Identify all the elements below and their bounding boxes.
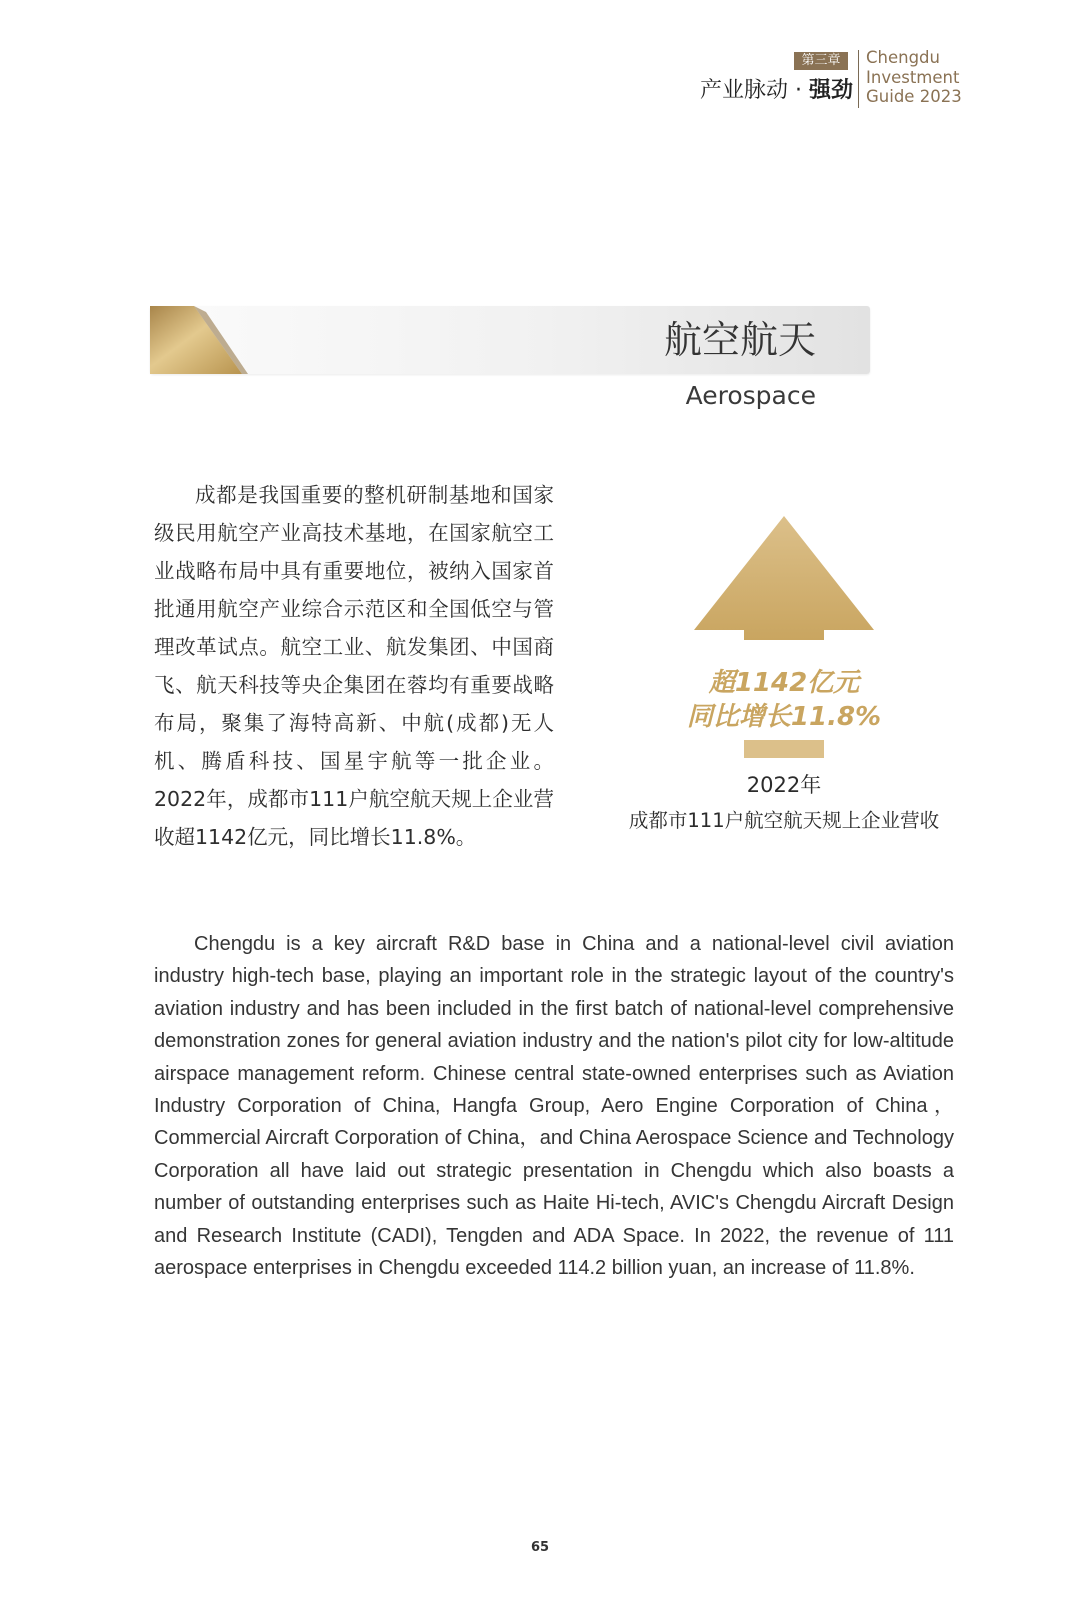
header-divider [858, 50, 859, 108]
infographic-value-line1: 超1142亿元 [708, 668, 860, 698]
chapter-badge: 第三章 [794, 52, 848, 70]
infographic-caption: 成都市111户航空航天规上企业营收 [628, 809, 940, 832]
infographic-value-line2: 同比增长11.8% [686, 702, 882, 732]
guide-title-line3: Guide 2023 [866, 87, 962, 106]
guide-title [866, 48, 962, 107]
infographic-year: 2022年 [746, 773, 822, 797]
chapter-title [700, 74, 854, 108]
guide-title-line2: Investment [866, 67, 960, 87]
body-text-en: Chengdu is a key aircraft R&D base in China and a national-level civil aviation industry high-tech base, playing an important role in the strategic layout of the country's aviation industry and has been included in the first batch of national-level comprehensive demonstration zones for general aviation industry and the nation's pilot city for low-altitude airspace management reform. Chinese central state-owned enterprises such as Aviation Industry Corporation of China, Hangfa Group, Aero Engine Corporation of China，Commercial Aircraft Corporation of China，and China Aerospace Science and Technology Corporation all have laid out strategic presentation in Chengdu which also boasts a number of outstanding enterprises such as Haite Hi-tech, AVIC's Chengdu Aircraft Design and Research Institute (CADI), Tengden and ADA Space. In 2022, the revenue of 111 aerospace enterprises in Chengdu exceeded 114.2 billion yuan, an increase of 11.8%. [154, 933, 954, 1280]
infographic-value [610, 666, 958, 734]
chapter-title-part1: 产业脉动 [700, 78, 789, 103]
chapter-title-part2: 强劲 [809, 78, 854, 103]
section-title-en: Aerospace [685, 381, 816, 410]
section-title-zh: 航空航天 [663, 318, 816, 362]
chapter-title-separator: · [795, 78, 803, 103]
guide-title-line1: Chengdu [866, 48, 940, 67]
page-number: 65 [530, 1540, 550, 1555]
banner-gold-accent-icon [150, 304, 250, 380]
body-text-zh: 成都是我国重要的整机研制基地和国家级民用航空产业高技术基地，在国家航空工业战略布局中具有重要地位，被纳入国家首批通用航空产业综合示范区和全国低空与管理改革试点。航空工业、航发集团、中国商飞、航天科技等央企集团在蓉均有重要战略布局，聚集了海特高新、中航(成都)无人机、腾盾科技、国星宇航等一批企业。2022年，成都市111户航空航天规上企业营收超1142亿元，同比增长11.8%。 [154, 483, 554, 849]
